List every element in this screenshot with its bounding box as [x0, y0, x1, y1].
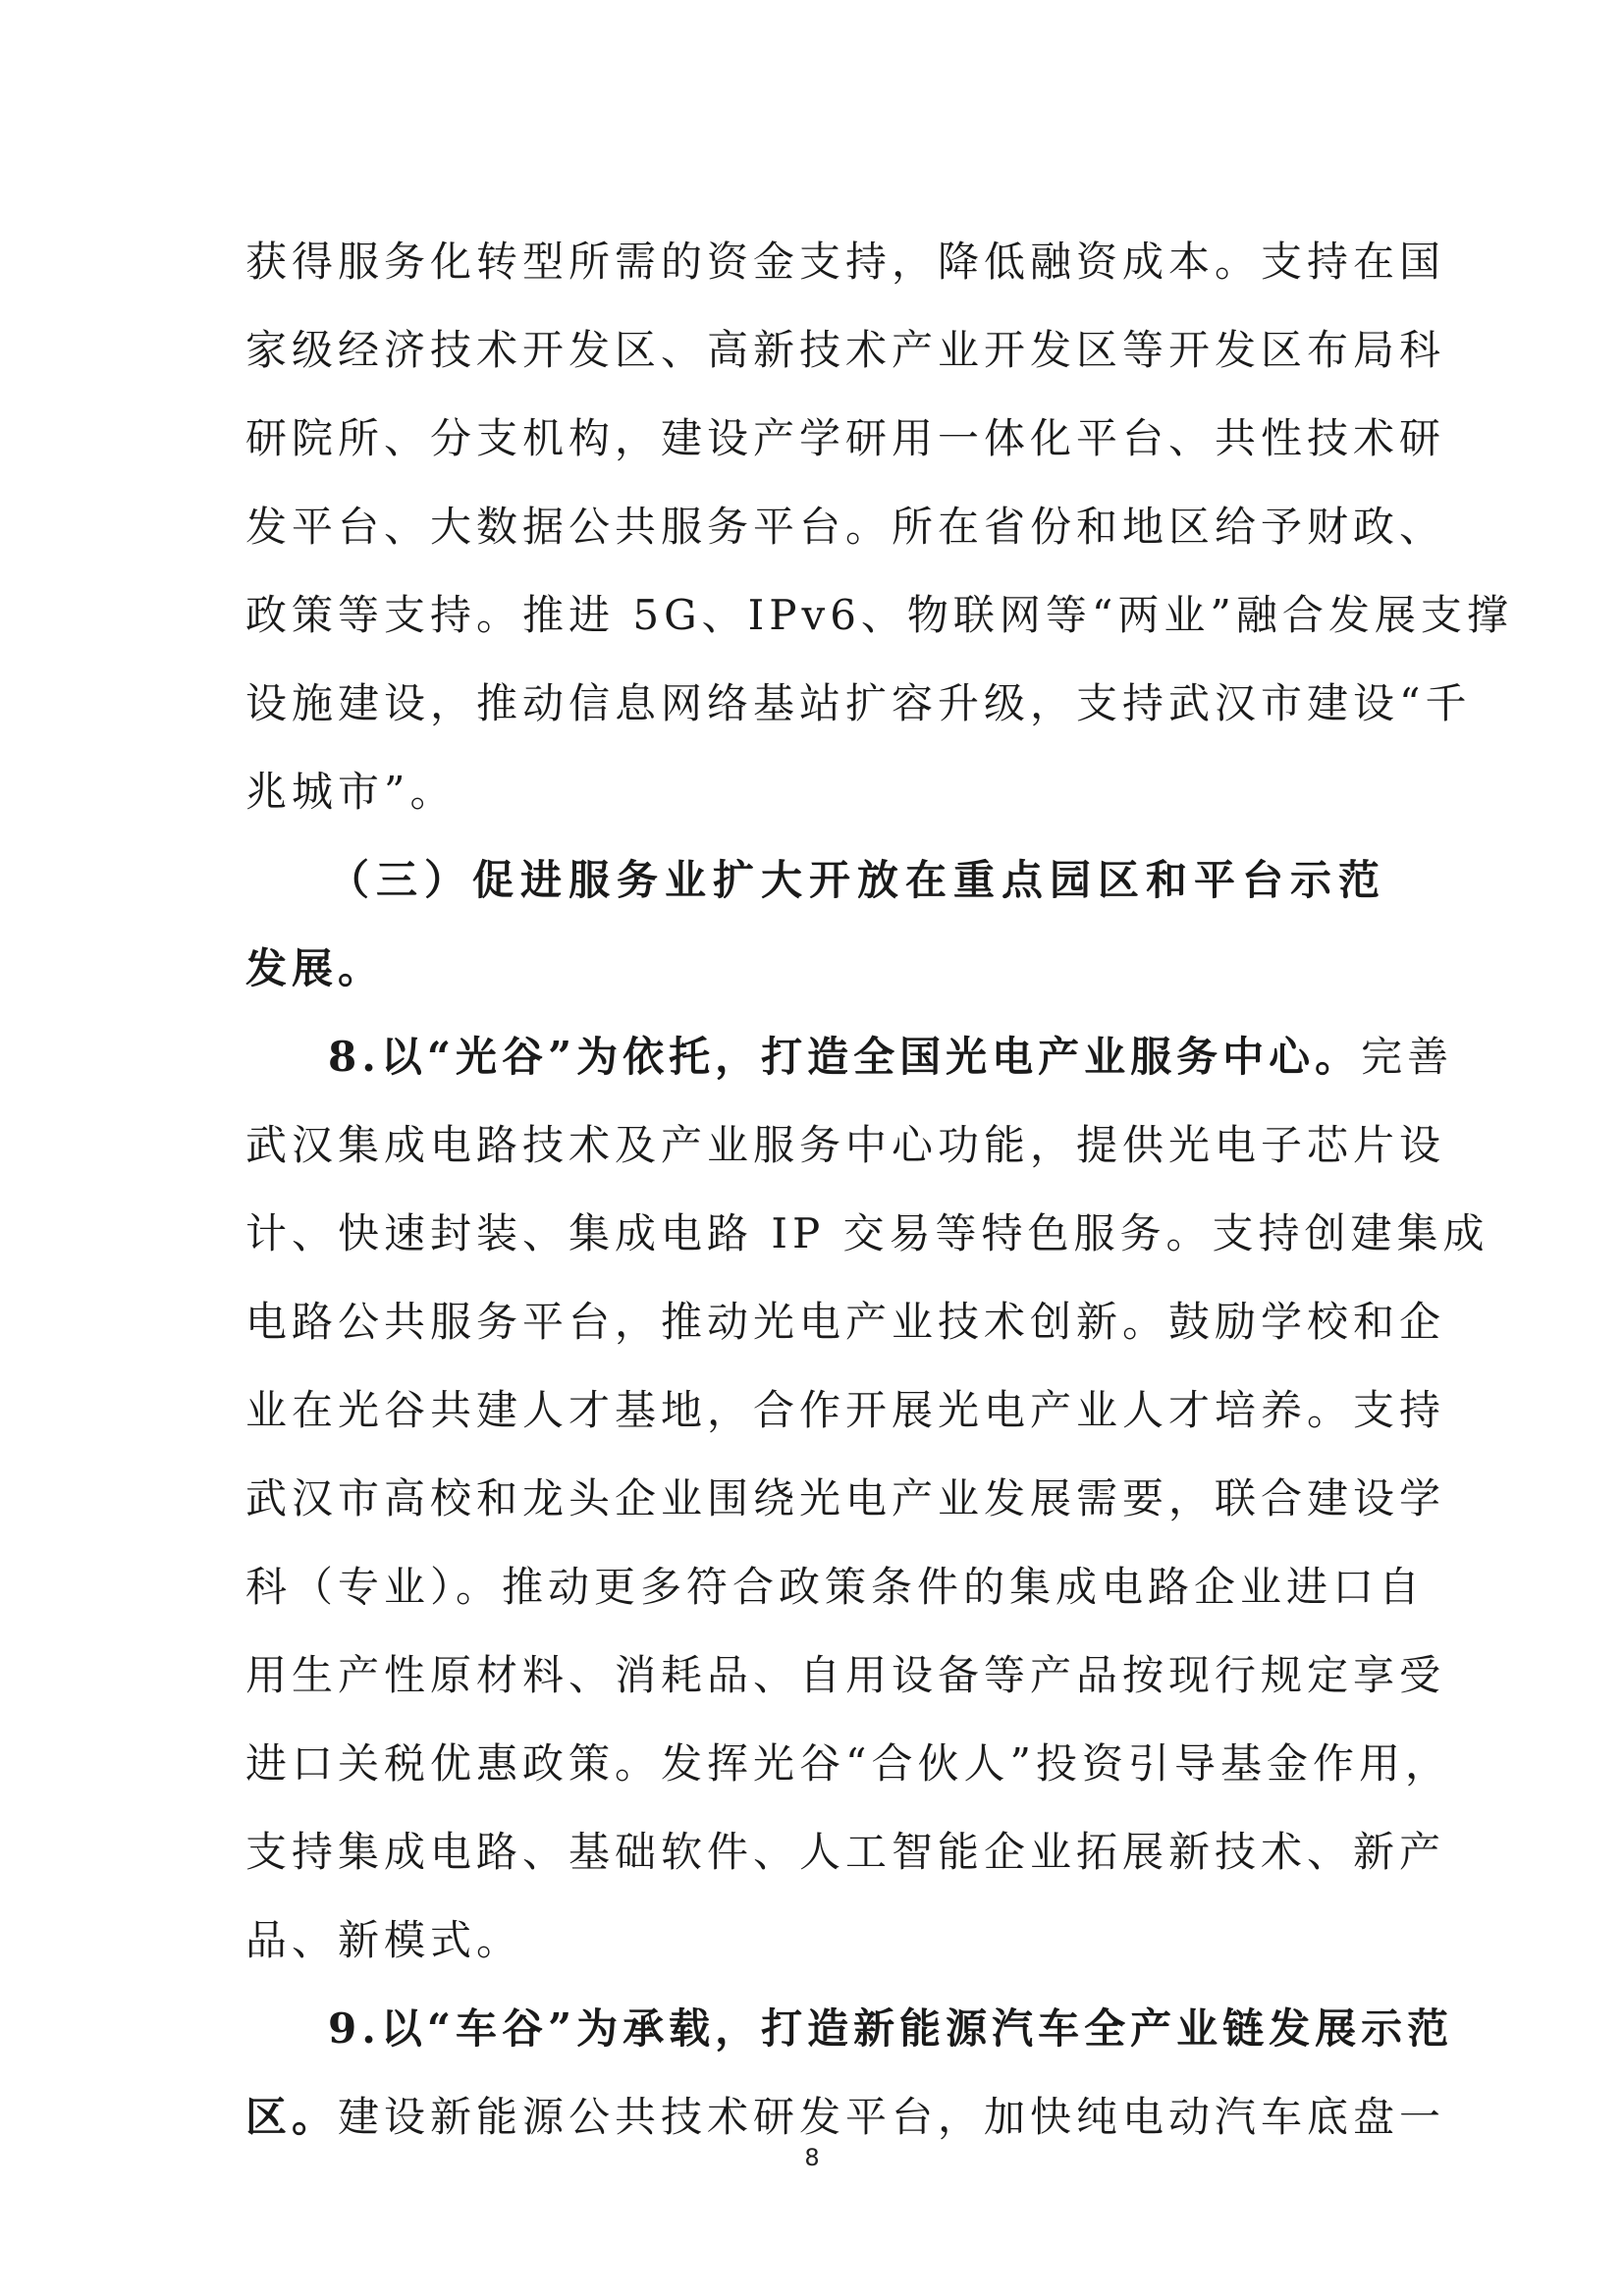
text-line: 计、快速封装、集成电路 IP 交易等特色服务。支持创建集成	[245, 1209, 1489, 1257]
text-line	[245, 1013, 1454, 1101]
text-line: 政策等支持。推进 5G、IPv6、物联网等“两业”融合发展支撑	[245, 591, 1513, 639]
text-line: 获得服务化转型所需的资金支持，降低融资成本。支持在国	[245, 238, 1446, 286]
text-line: 武汉集成电路技术及产业服务中心功能，提供光电子芯片设	[245, 1121, 1446, 1169]
paragraph-item-9	[245, 1985, 1454, 2162]
text-line: 支持集成电路、基础软件、人工智能企业拓展新技术、新产	[245, 1828, 1446, 1876]
text-line: 电路公共服务平台，推动光电产业技术创新。鼓励学校和企	[245, 1298, 1446, 1346]
text-line: 家级经济技术开发区、高新技术产业开发区等开发区布局科	[245, 326, 1446, 374]
text-line: 品、新模式。	[245, 1916, 523, 1964]
text-line: 研院所、分支机构，建设产学研用一体化平台、共性技术研	[245, 414, 1446, 462]
text-line: 发平台、大数据公共服务平台。所在省份和地区给予财政、	[245, 503, 1446, 551]
text-line: 设施建设，推动信息网络基站扩容升级，支持武汉市建设“千	[245, 679, 1472, 727]
text-line: 兆城市”。	[245, 768, 457, 816]
text-line: 科（专业）。推动更多符合政策条件的集成电路企业进口自	[245, 1563, 1426, 1611]
item-8-lead: 8.以“光谷”为依托，打造全国光电产业服务中心。	[328, 1033, 1362, 1081]
section-heading-3: （三）促进服务业扩大开放在重点园区和平台示范发展。	[245, 856, 1384, 992]
paragraph-item-8	[245, 1013, 1489, 1985]
text-line: 业在光谷共建人才基地，合作开展光电产业人才培养。支持	[245, 1386, 1446, 1434]
document-body	[245, 218, 1513, 2162]
item-9-lead: 区。	[245, 2093, 339, 2141]
item-9-rest: 建设新能源公共技术研发平台，加快纯电动汽车底盘一	[338, 2093, 1446, 2141]
text-line: 用生产性原材料、消耗品、自用设备等产品按现行规定享受	[245, 1651, 1446, 1699]
text-line: 武汉市高校和龙头企业围绕光电产业发展需要，联合建设学	[245, 1474, 1446, 1522]
paragraph-funding-support	[245, 218, 1513, 836]
item-8-first-rest: 完善	[1361, 1033, 1454, 1081]
text-line: 进口关税优惠政策。发挥光谷“合伙人”投资引导基金作用，	[245, 1739, 1451, 1788]
item-9-heading-line: 9.以“车谷”为承载，打造新能源汽车全产业链发展示范	[328, 2004, 1454, 2053]
page-number: 8	[804, 2144, 820, 2171]
